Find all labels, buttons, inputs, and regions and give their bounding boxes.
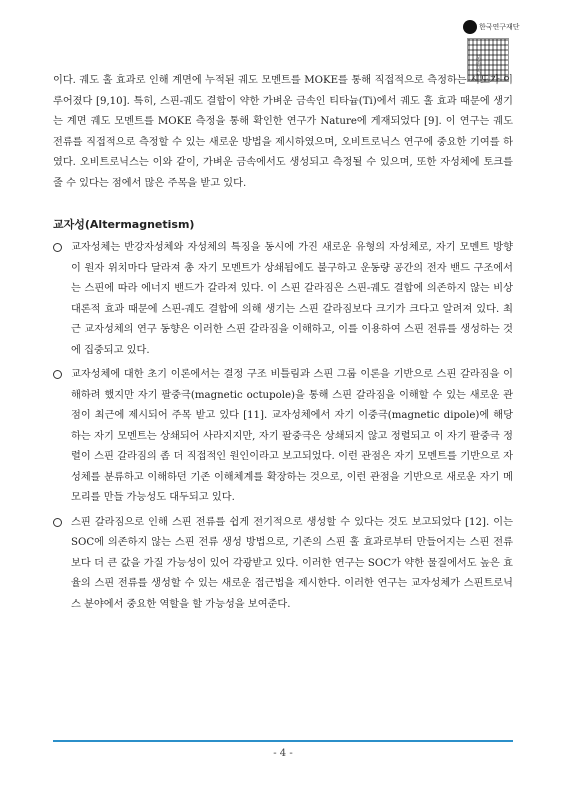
document-stamp-caption: 보존문서 (474, 54, 481, 78)
foundation-name: 한국연구재단 (479, 23, 520, 31)
bullet-item (53, 365, 513, 509)
circle-bullet-icon (53, 518, 62, 527)
intro-paragraph: 이다. 궤도 홀 효과로 인해 계면에 누적된 궤도 모멘트를 MOKE를 통해 직접적으로 측정하는 시도가 이루어졌다 [9,10]. 특히, 스핀-궤도 결합이 약한 가벼운 금속인 티타늄(Ti)에서 궤도 홀 효과 때문에 생기는 계면 궤도 모멘트를 MOKE 측정을 통해 확인한 연구가 Nature에 게재되었다 [9]. 이 연구는 궤도 전류를 직접적으로 측정할 수 있는 새로운 방법을 제시하였으며, 오비트로닉스 연구에 중요한 기여를 하였다. 오비트로닉스는 이와 같이, 가벼운 금속에서도 생성되고 측정될 수 있으며, 또한 자성체에 토크를 줄 수 있다는 점에서 많은 주목을 받고 있다. (53, 75, 513, 189)
section-heading: 교자성(Altermagnetism) (53, 218, 195, 231)
circle-bullet-icon (53, 243, 62, 252)
page-number: - 4 - (273, 748, 293, 759)
page-body (53, 71, 513, 619)
bullet-item (53, 238, 513, 361)
bullet-item (53, 513, 513, 616)
foundation-emblem-icon (463, 20, 477, 34)
footer-divider (53, 740, 513, 742)
circle-bullet-icon (53, 370, 62, 379)
bullet-text: 스핀 갈라짐으로 인해 스핀 전류를 쉽게 전기적으로 생성할 수 있다는 것도 보고되었다 [12]. 이는 SOC에 의존하지 않는 스핀 전류 생성 방법으로, 기존의 스핀 홀 효과로부터 만들어지는 스핀 전류보다 더 큰 값을 가질 가능성이 있어 각광받고 있다. 이러한 연구는 SOC가 약한 물질에서도 높은 효율의 스핀 전류를 생성할 수 있는 새로운 접근법을 제시한다. 이러한 연구는 교자성체가 스핀트로닉스 분야에서 중요한 역할을 할 가능성을 보여준다. (71, 516, 513, 610)
bullet-text: 교자성체는 반강자성체와 자성체의 특징을 동시에 가진 새로운 유형의 자성체로, 자기 모멘트 방향이 원자 위치마다 달라져 총 자기 모멘트가 상쇄됨에도 불구하고 운동량 공간의 전자 밴드 구조에서는 스핀에 따라 에너지 밴드가 갈라져 있다. 이 스핀 갈라짐은 스핀-궤도 결합에 의존하지 않는 비상대론적 효과 때문에 스핀-궤도 결합에 의해 생기는 스핀 갈라짐보다 크기가 크다고 알려져 있다. 최근 교자성체의 연구 동향은 이러한 스핀 갈라짐을 이해하고, 이를 이용하여 스핀 전류를 생성하는 것에 집중되고 있다. (71, 242, 513, 356)
bullet-text: 교자성체에 대한 초기 이론에서는 결정 구조 비틀림과 스핀 그룹 이론을 기반으로 스핀 갈라짐을 이해하려 했지만 자기 팔중극(magnetic octupole)을 통해 스핀 갈라짐을 이해할 수 있는 새로운 관점이 최근에 제시되어 주목 받고 있다 [11]. 교자성체에서 자기 이중극(magnetic dipole)에 해당하는 자기 모멘트는 상쇄되어 사라지지만, 자기 팔중극은 상쇄되지 않고 정렬되고 이 자기 팔중극 정렬이 스핀 갈라짐의 좀 더 직접적인 원인이라고 보고되었다. 이런 관점은 자기 모멘트를 기반으로 자성체를 분류하고 이해하던 기존 이해체계를 확장하는 것으로, 이런 관점을 기반으로 새로운 자기 메모리를 만들 가능성도 대두되고 있다. (71, 369, 513, 503)
